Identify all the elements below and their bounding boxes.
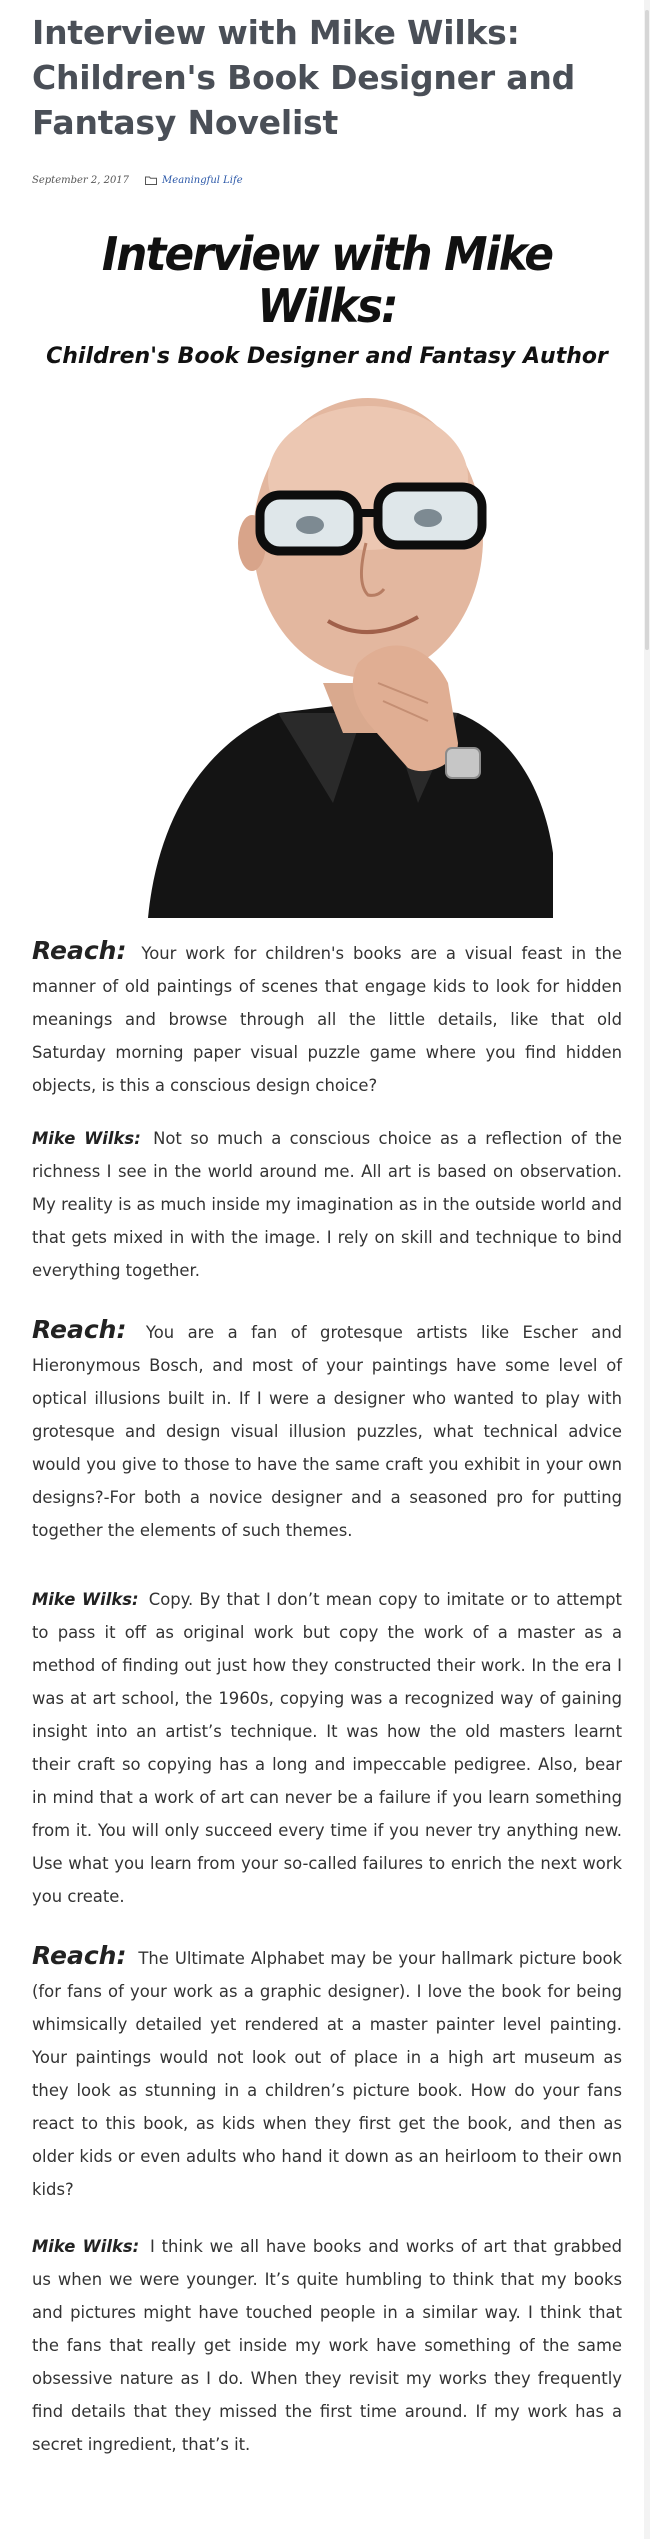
answer-2 [32, 1583, 622, 1913]
speaker-label: Mike Wilks: [32, 1590, 139, 1609]
question-2 [32, 1313, 622, 1547]
question-text: Your work for children's books are a visual feast in the manner of old paintings of scenes that engage kids to look for hidden meanings and browse through all the little details, like that old Saturday morning paper visual puzzle game where you find hidden objects, is this a conscious design choice? [32, 944, 622, 1095]
portrait-photo [128, 383, 558, 918]
speaker-label: Mike Wilks: [32, 1129, 141, 1148]
graphic-title: Interview with Mike Wilks: [101, 227, 553, 333]
speaker-label: Reach: [32, 1315, 127, 1344]
speaker-label: Reach: [32, 1941, 127, 1970]
post-title: Interview with Mike Wilks: Children's Book Designer and Fantasy Novelist [32, 13, 576, 142]
scrollbar-track[interactable] [644, 0, 650, 2539]
graphic-subtitle: Children's Book Designer and Fantasy Author [46, 344, 608, 369]
post-meta [32, 175, 622, 186]
speaker-label: Reach: [32, 936, 127, 965]
question-3 [32, 1939, 622, 2206]
post-category-link[interactable]: Meaningful Life [162, 175, 243, 186]
post-date[interactable]: September 2, 2017 [32, 175, 130, 186]
interview-body [32, 934, 622, 2461]
article [32, 10, 622, 2461]
answer-text: I think we all have books and works of art that grabbed us when we were younger. It’s quite humbling to think that my books and pictures might have touched people in a similar way. I think that the fans that really get inside my work have something of the same obsessive nature as I do. When they revisit my works they frequently find details that they missed the first time around. If my work has a secret ingredient, that’s it. [32, 2237, 622, 2454]
answer-text: Copy. By that I don’t mean copy to imitate or to attempt to pass it off as original work but copy the work of a master as a method of finding out just how they constructed their work. In the era I was at art school, the 1960s, copying was a recognized way of gaining insight into an artist’s technique. It was how the old masters learnt their craft so copying has a long and impeccable pedigree. Also, bear in mind that a work of art can never be a failure if you learn something from it. You will only succeed every time if you never try anything new. Use what you learn from your so-called failures to enrich the next work you create. [32, 1590, 622, 1906]
answer-text: Not so much a conscious choice as a reflection of the richness I see in the world around me. All art is based on observation. My reality is as much inside my imagination as in the outside world and that gets mixed in with the image. I rely on skill and technique to bind everything together. [32, 1129, 622, 1280]
question-text: You are a fan of grotesque artists like Escher and Hieronymous Bosch, and most of your paintings have some level of optical illusions built in. If I were a designer who wanted to play with grotesque and design visual illusion puzzles, what technical advice would you give to those to have the same craft you exhibit in your own designs?-For both a novice designer and a seasoned pro for putting together the elements of such themes. [32, 1323, 622, 1540]
answer-3 [32, 2230, 622, 2461]
folder-icon [145, 176, 157, 185]
question-text: The Ultimate Alphabet may be your hallmark picture book (for fans of your work as a graphic designer). I love the book for being whimsically detailed yet rendered at a master painter level painting. Your paintings would not look out of place in a high art museum as they look as stunning in a children’s picture book. How do your fans react to this book, as kids when they first get the book, and then as older kids or even adults who hand it down as an heirloom to their own kids? [32, 1949, 622, 2199]
scrollbar-thumb[interactable] [645, 10, 649, 650]
post-category-wrap [145, 175, 243, 186]
speaker-label: Mike Wilks: [32, 2237, 140, 2256]
answer-1 [32, 1122, 622, 1287]
question-1 [32, 934, 622, 1102]
